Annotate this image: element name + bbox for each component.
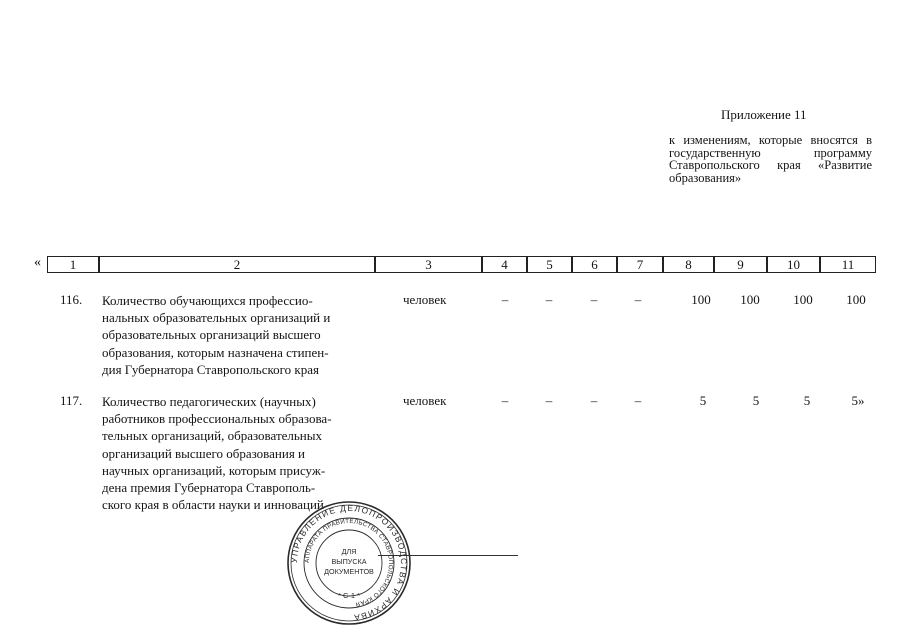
value-col-5: – <box>545 393 553 408</box>
header-cell-7: 7 <box>617 256 663 273</box>
value-col-11: 5» <box>851 393 865 408</box>
stamp-center-line-3: ДОКУМЕНТОВ <box>324 567 374 576</box>
header-cell-11: 11 <box>820 256 876 273</box>
stamp-code: * С-1 * <box>337 591 361 600</box>
value-col-5: – <box>545 292 553 307</box>
value-col-6: – <box>590 393 598 408</box>
row-unit: человек <box>403 393 447 408</box>
value-col-6: – <box>590 292 598 307</box>
official-stamp <box>286 500 412 626</box>
header-cell-6: 6 <box>572 256 617 273</box>
header-cell-1: 1 <box>47 256 99 273</box>
value-col-4: – <box>501 393 509 408</box>
row-indicator-name: Количество обучающихся профессио- нальных образовательных организаций и образовательных организаций высшего образования, которым назначена стипен- дия Губернатора Ставропольского края <box>102 293 331 377</box>
stamp-center-line-1: ДЛЯ <box>341 547 357 556</box>
header-cell-2: 2 <box>99 256 375 273</box>
stamp-outer-text: УПРАВЛЕНИЕ ДЕЛОПРОИЗВОДСТВА И АРХИВА <box>288 502 410 623</box>
value-col-8: 5 <box>699 393 707 408</box>
value-col-11: 100 <box>846 292 866 307</box>
value-col-7: – <box>634 292 642 307</box>
value-col-9: 100 <box>740 292 760 307</box>
row-indicator-name: Количество педагогических (научных) работников профессиональных образова- тельных организаций, образовательных организаций высшего образования и научных организаций, которым присуж- дена премия Губернатора Ставрополь- ского края в области науки и инноваций <box>102 394 332 513</box>
stamp-inner-text: АППАРАТА ПРАВИТЕЛЬСТВА СТАВРОПОЛЬСКОГО КРАЯ <box>303 517 395 608</box>
header-cell-10: 10 <box>767 256 820 273</box>
header-cell-9: 9 <box>714 256 767 273</box>
row-number: 117. <box>60 393 83 408</box>
row-unit: человек <box>403 292 447 307</box>
appendix-title: Приложение 11 <box>721 107 807 122</box>
opening-quote: « <box>34 255 41 270</box>
header-cell-4: 4 <box>482 256 527 273</box>
value-col-10: 100 <box>793 292 813 307</box>
value-col-10: 5 <box>803 393 811 408</box>
value-col-9: 5 <box>752 393 760 408</box>
header-cell-3: 3 <box>375 256 482 273</box>
header-cell-8: 8 <box>663 256 714 273</box>
header-cell-5: 5 <box>527 256 572 273</box>
row-number: 116. <box>60 292 83 307</box>
value-col-4: – <box>501 292 509 307</box>
value-col-7: – <box>634 393 642 408</box>
stamp-center-line-2: ВЫПУСКА <box>331 557 367 566</box>
value-col-8: 100 <box>691 292 711 307</box>
appendix-note: к изменениям, которые вносятся в государственную программу Ставропольского края «Развитие образования» <box>669 133 872 185</box>
